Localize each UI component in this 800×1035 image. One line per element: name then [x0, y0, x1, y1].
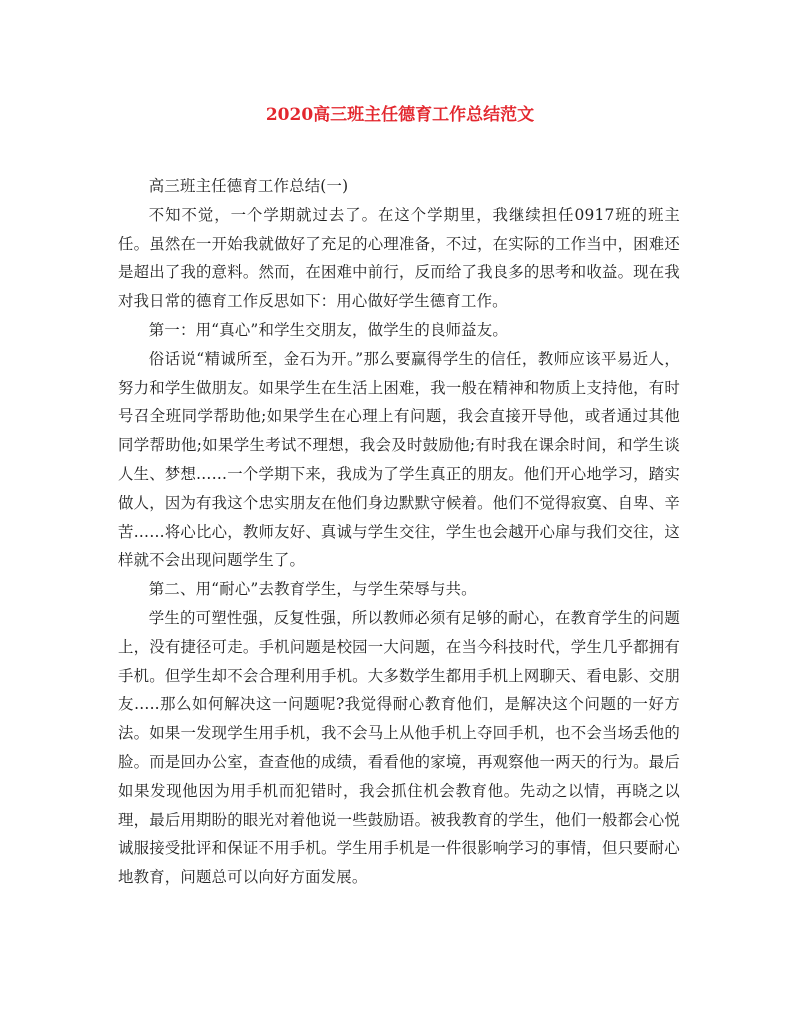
paragraph-point-one-heading: 第一：用“真心”和学生交朋友，做学生的良师益友。 [148, 320, 508, 339]
paragraph-point-two-body: 学生的可塑性强，反复性强，所以教师必须有足够的耐心，在教育学生的问题上，没有捷径可走。手机问题是校园一大问题，在当今科技时代，学生几乎都拥有手机。但学生却不会合理利用手机。大多数学生都用手机上网聊天、看电影、交朋友…..那么如何解决这一问题呢?我觉得耐心教育他们，是解决这个问题的一好方法。如果一发现学生用手机，我不会马上从他手机上夺回手机，也不会当场丢他的脸。而是回办公室，查查他的成绩，看看他的家境，再观察他一两天的行为。最后如果发现他因为用手机而犯错时，我会抓住机会教育他。先动之以情，再晓之以理，最后用期盼的眼光对着他说一些鼓励语。被我教育的学生，他们一般都会心悦诚服接受批评和保证不用手机。学生用手机是一件很影响学习的事情，但只要耐心地教育，问题总可以向好方面发展。 [118, 608, 680, 887]
paragraph-point-one-body: 俗话说“精诚所至，金石为开。”那么要赢得学生的信任，教师应该平易近人，努力和学生做朋友。如果学生在生活上困难，我一般在精神和物质上支持他，有时号召全班同学帮助他;如果学生在心理上有问题，我会直接开导他，或者通过其他同学帮助他;如果学生考试不理想，我会及时鼓励他;有时我在课余时间，和学生谈人生、梦想……一个学期下来，我成为了学生真正的朋友。他们开心地学习，踏实做人，因为有我这个忠实朋友在他们身边默默守候着。他们不觉得寂寞、自卑、辛苦……将心比心，教师友好、真诚与学生交往，学生也会越开心扉与我们交往，这样就不会出现问题学生了。 [118, 349, 680, 570]
paragraph-section-heading: 高三班主任德育工作总结(一) [148, 177, 349, 195]
paragraph-point-two-heading: 第二、用“耐心”去教育学生，与学生荣辱与共。 [148, 580, 477, 599]
document-title: 2020高三班主任德育工作总结范文 [265, 105, 535, 125]
paragraph-intro: 不知不觉，一个学期就过去了。在这个学期里，我继续担任0917班的班主任。虽然在一开始我就做好了充足的心理准备，不过，在实际的工作当中，困难还是超出了我的意料。然而，在困难中前行，反而给了我良多的思考和收益。现在我对我日常的德育工作反思如下：用心做好学生德育工作。 [118, 205, 680, 311]
document-body [118, 172, 680, 892]
